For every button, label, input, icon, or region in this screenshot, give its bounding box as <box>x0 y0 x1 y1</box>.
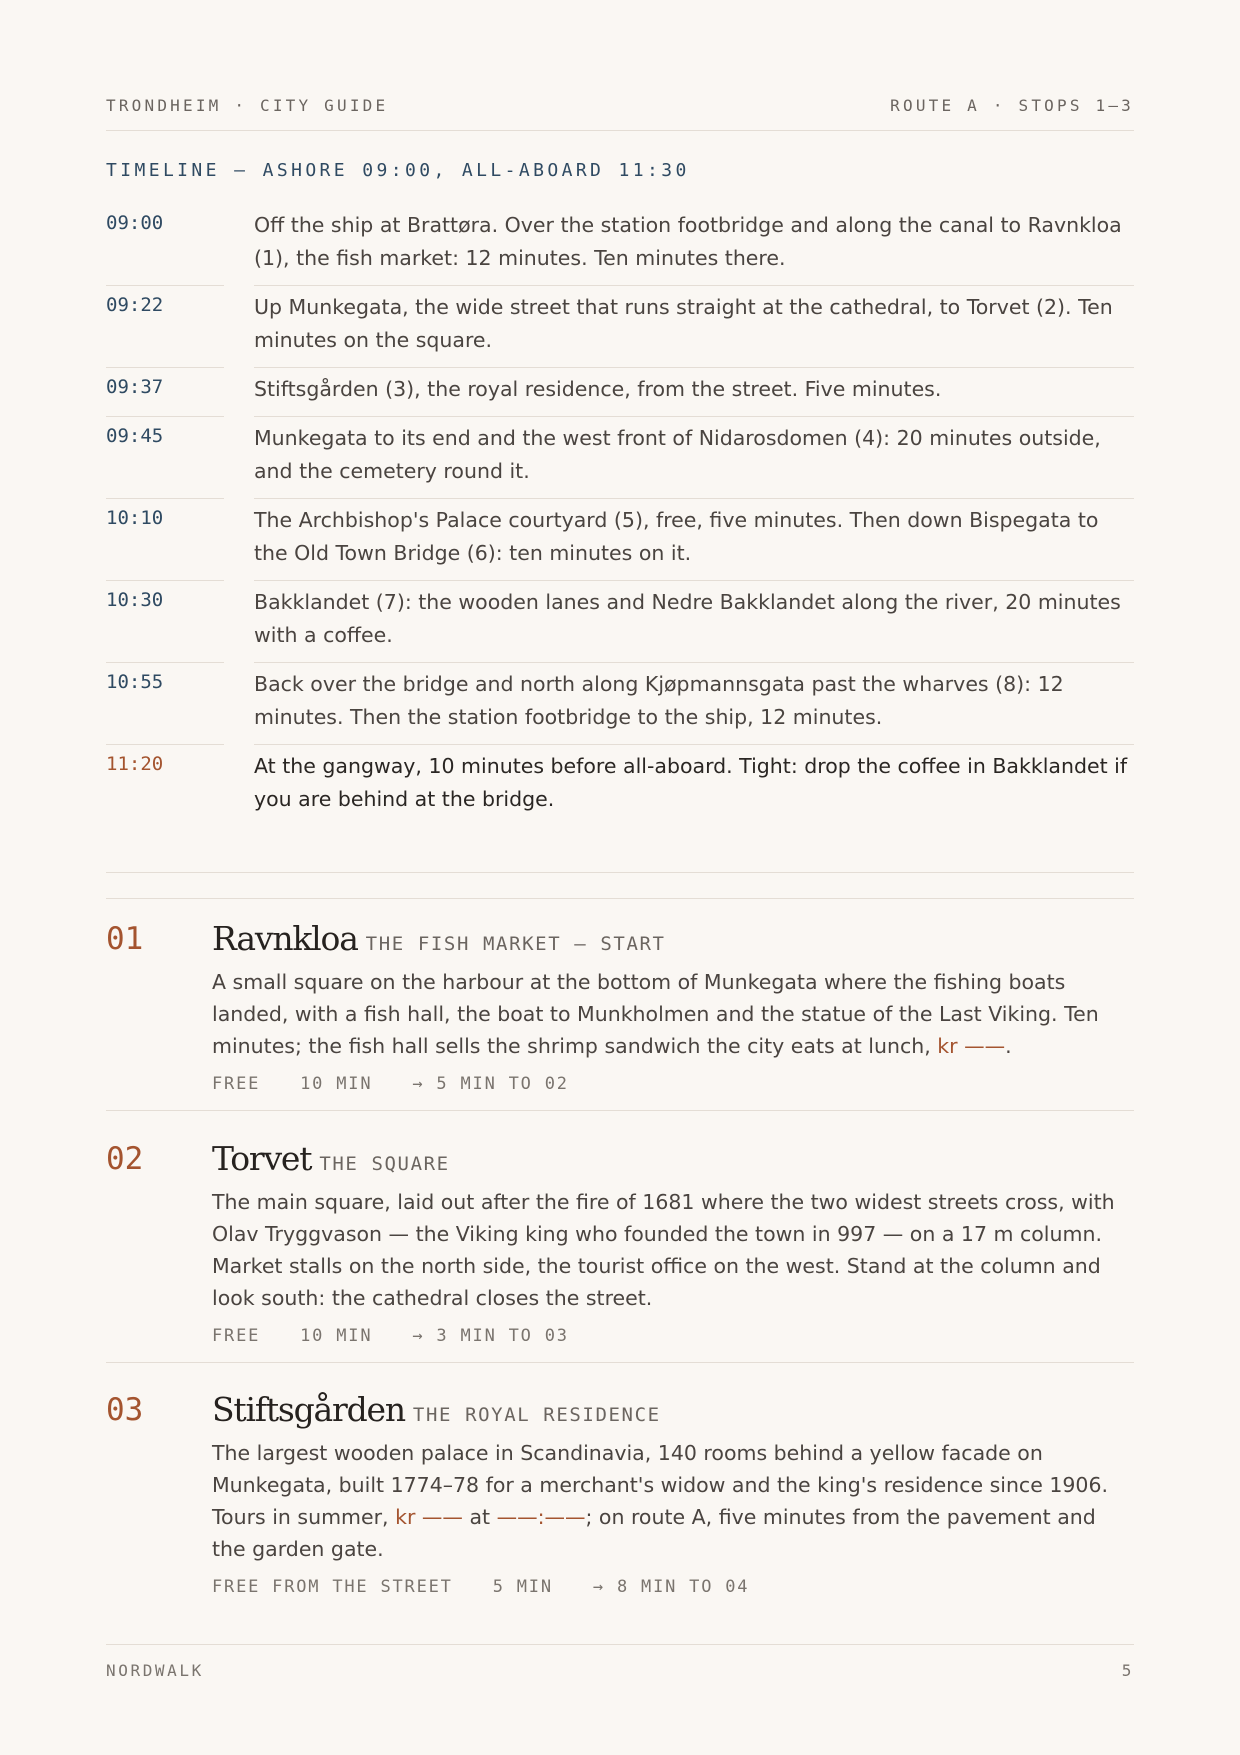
stop-description-text: The largest wooden palace in Scandinavia, 140 rooms behind a yellow facade on Munkegata, built 1774–78 for a merchant's widow and the king's residence since 1906. Tours in summer, <box>212 1441 1109 1529</box>
timeline-row <box>106 417 1134 499</box>
price-placeholder: kr —— <box>395 1505 463 1529</box>
stop-heading <box>212 1390 1134 1429</box>
header-left: TRONDHEIM · CITY GUIDE <box>106 96 389 115</box>
timeline-row <box>106 204 1134 286</box>
timeline-row-final <box>106 745 1134 826</box>
stop-cost: FREE FROM THE STREET <box>212 1577 453 1597</box>
stop-duration: 10 MIN <box>300 1326 373 1346</box>
header-right: ROUTE A · STOPS 1–3 <box>890 96 1134 115</box>
timeline-row <box>106 663 1134 745</box>
stop-number: 02 <box>106 1119 212 1363</box>
stop-description: The main square, laid out after the fire of 1681 where the two widest streets cross, with Olav Tryggvason — the Viking king who founded the town in 997 — on a 17 m column. Market stalls on the north side, the tourist office on the west. Stand at the column and look south: the cathedral closes the street. <box>212 1190 1115 1310</box>
stop-next: → 3 MIN TO 03 <box>412 1326 569 1346</box>
stop-name: Stiftsgården <box>212 1390 405 1429</box>
stop-duration: 10 MIN <box>300 1074 373 1094</box>
stop-body <box>212 1370 1134 1597</box>
stop-cost: FREE <box>212 1074 261 1094</box>
timeline-text: Up Munkegata, the wide street that runs straight at the cathedral, to Torvet (2). Ten minutes on the square. <box>254 286 1134 368</box>
stop-description-end: . <box>1005 1034 1012 1058</box>
page-number: 5 <box>1121 1661 1134 1680</box>
stop-number: 01 <box>106 899 212 1111</box>
timeline-time: 09:37 <box>106 368 224 417</box>
stop-heading <box>212 1139 1134 1178</box>
stop-card <box>106 899 1134 1111</box>
stop-cost: FREE <box>212 1326 261 1346</box>
stop-card <box>106 1370 1134 1597</box>
timeline-time: 09:00 <box>106 204 224 286</box>
stop-subtitle: THE SQUARE <box>319 1153 450 1175</box>
timeline-row <box>106 581 1134 663</box>
page-footer <box>106 1644 1134 1680</box>
stop-description-text: A small square on the harbour at the bottom of Munkegata where the fishing boats landed, with a fish hall, the boat to Munkholmen and the statue of the Last Viking. Ten minutes; the fish hall sells the shrimp sandwich the city eats at lunch, <box>212 970 1099 1058</box>
stop-body <box>212 1119 1134 1363</box>
stop-number: 03 <box>106 1392 144 1428</box>
timeline <box>106 204 1134 826</box>
divider <box>106 872 1134 873</box>
timeline-time: 10:55 <box>106 663 224 745</box>
timeline-row <box>106 499 1134 581</box>
stop-description <box>212 1437 1134 1565</box>
timeline-time: 09:22 <box>106 286 224 368</box>
footer-brand: NORDWALK <box>106 1661 204 1680</box>
stop-subtitle: THE ROYAL RESIDENCE <box>412 1404 661 1426</box>
stop-name: Ravnkloa <box>212 919 358 958</box>
timeline-text: The Archbishop's Palace courtyard (5), free, five minutes. Then down Bispegata to the Old Town Bridge (6): ten minutes on it. <box>254 499 1134 581</box>
stop-description-mid: at <box>462 1505 497 1529</box>
timeline-text-final: At the gangway, 10 minutes before all-aboard. Tight: drop the coffee in Bakklandet if you are behind at the bridge. <box>254 754 1128 811</box>
timeline-time: 09:45 <box>106 417 224 499</box>
stop-meta <box>212 1577 1134 1597</box>
timeline-title: TIMELINE — ASHORE 09:00, ALL-ABOARD 11:30 <box>106 160 690 181</box>
stop-duration: 5 MIN <box>492 1577 553 1597</box>
stop-meta <box>212 1326 1134 1346</box>
timeline-time-final: 11:20 <box>106 753 164 775</box>
stop-meta <box>212 1074 1134 1094</box>
stop-body <box>212 899 1134 1111</box>
stop-description-end: ; on route A, five minutes from the pavement and the garden gate. <box>212 1505 1096 1561</box>
timeline-text: Stiftsgården (3), the royal residence, from the street. Five minutes. <box>254 368 1134 417</box>
timeline-text: Off the ship at Brattøra. Over the station footbridge and along the canal to Ravnkloa (1), the fish market: 12 minutes. Ten minutes there. <box>254 204 1134 286</box>
stop-name: Torvet <box>212 1139 312 1178</box>
stop-subtitle: THE FISH MARKET — START <box>365 933 666 955</box>
timeline-time: 10:10 <box>106 499 224 581</box>
stop-description <box>212 966 1134 1062</box>
stop-next: → 5 MIN TO 02 <box>412 1074 569 1094</box>
stop-heading <box>212 919 1134 958</box>
timeline-time: 10:30 <box>106 581 224 663</box>
page-header <box>106 96 1134 131</box>
timeline-text: Bakklandet (7): the wooden lanes and Nedre Bakklandet along the river, 20 minutes with a coffee. <box>254 581 1134 663</box>
tour-time-placeholder: ——:—— <box>496 1505 586 1529</box>
timeline-text: Munkegata to its end and the west front of Nidarosdomen (4): 20 minutes outside, and the cemetery round it. <box>254 417 1134 499</box>
timeline-text: Back over the bridge and north along Kjøpmannsgata past the wharves (8): 12 minutes. Then the station footbridge to the ship, 12 minutes. <box>254 663 1134 745</box>
timeline-row <box>106 286 1134 368</box>
stop-card <box>106 1119 1134 1363</box>
stop-next: → 8 MIN TO 04 <box>592 1577 750 1597</box>
price-placeholder: kr —— <box>937 1034 1006 1058</box>
timeline-row <box>106 368 1134 417</box>
